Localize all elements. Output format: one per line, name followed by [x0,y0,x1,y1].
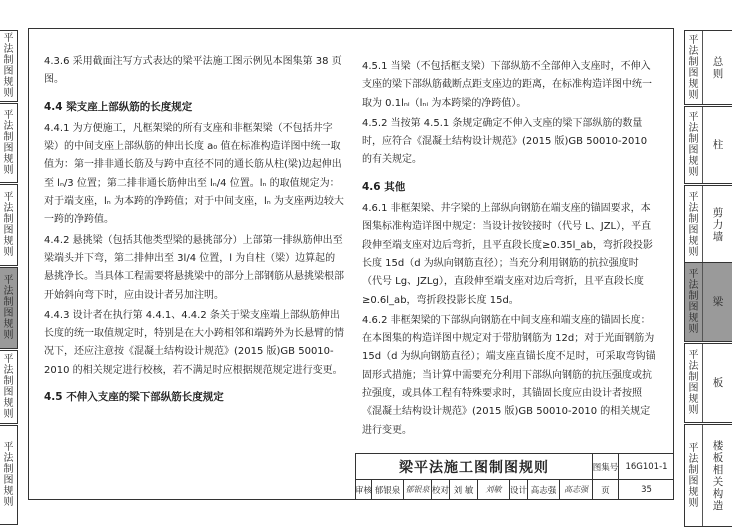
right-tab-group [685,263,703,341]
right-tab-section-label: 板 [712,377,724,389]
designer-signature: 高志强 [560,480,593,500]
section-heading: 4.5 不伸入支座的梁下部纵筋长度规定 [44,391,224,404]
right-tab-group [685,344,703,422]
check-label: 校对 [432,480,450,500]
right-tab-section [703,263,732,341]
clause-paragraph: 4.5.2 当按第 4.5.1 条规定确定不伸入支座的梁下部纵筋的数量时，应符合《混凝土结构设计规范》(2015 版)GB 50010-2010 的有关规定。 [362,117,648,166]
left-tab-label: 平法制图规则 [3,192,14,258]
right-tab-2 [684,106,732,184]
right-tab-group-label: 平法制图规则 [688,34,699,101]
right-tab-4 [684,262,732,342]
designer-name: 高志强 [528,480,560,500]
right-tab-group-label: 平法制图规则 [688,112,699,178]
section-heading: 4.6 其他 [362,180,406,193]
left-tab-5 [0,350,18,424]
review-label: 审核 [356,480,372,500]
left-tab-4 [0,267,18,349]
right-tab-group-label: 平法制图规则 [688,350,699,416]
right-tab-group-label: 平法制图规则 [688,442,699,509]
right-tab-3 [684,185,732,265]
reviewer-signature: 郁银泉 [404,480,432,500]
left-tab-label: 平法制图规则 [3,354,14,420]
atlas-number: 16G101-1 [619,454,674,480]
left-edge-tabs [0,30,19,527]
right-tab-group [685,31,703,104]
right-tab-section-label: 梁 [712,296,724,308]
left-tab-2 [0,103,18,183]
page-number: 35 [619,480,674,500]
right-tab-1 [684,30,732,105]
atlas-label: 图集号 [593,454,619,480]
right-tab-section [703,107,732,183]
right-tab-section-label: 柱 [712,139,724,151]
right-edge-tabs [684,30,732,527]
clause-paragraph: 4.6.1 非框架梁、井字梁的上部纵向钢筋在端支座的锚固要求，本图集标准构造详图中规定：当设计按铰接时（代号 L、JZL），平直段伸至端支座对边后弯折，且平直段长度≥0.35l_ab，弯折段投影长度 15d（d 为纵向钢筋直径）；当充分利用钢筋的抗拉强度时（代号 Lg、JZLg），直段伸至端支座对边后弯折，且平直段长度≥0.6l_ab，弯折段投影长度 15d。 [362,203,653,306]
clause-paragraph: 4.5.1 当梁（不包括框支梁）下部纵筋不全部伸入支座时，不伸入支座的梁下部纵筋截断点距支座边的距离，在标准构造详图中统一取为 0.1lₙᵢ（lₙᵢ 为本跨梁的净跨值）。 [362,61,652,109]
right-tab-section-label: 剪力墙 [712,207,724,243]
sheet-title: 梁平法施工图制图规则 [356,454,593,480]
left-tab-label: 平法制图规则 [3,442,14,508]
left-tab-3 [0,184,18,266]
design-label: 设计 [510,480,528,500]
clause-paragraph: 4.4.1 为方便施工，凡框架梁的所有支座和非框架梁（不包括井字梁）的中间支座上部纵筋的伸出长度 a₀ 值在标准构造详图中统一取值为：第一排非通长筋及与跨中直径不同的通长筋从柱(梁)边起伸出至 lₙ/3 位置；第二排非通长筋伸出至 lₙ/4 位置。lₙ 的取值规定为：对于端支座，lₙ 为本跨的净跨值；对于中间支座，lₙ 为支座两边较大一跨的净跨值。 [44,122,344,226]
right-tab-section [703,425,732,526]
right-tab-group [685,186,703,264]
left-tab-label: 平法制图规则 [3,275,14,341]
left-tab-6 [0,425,18,525]
clause-paragraph: 4.6.2 非框架梁的下部纵向钢筋在中间支座和端支座的锚固长度：在本图集的构造详图中规定对于带肋钢筋为 12d；对于光面钢筋为 15d（d 为纵向钢筋直径）；端支座直锚长度不足时，可采取弯钩锚固形式措施；当计算中需要充分利用下部纵向钢筋的抗压强度或抗拉强度，或具体工程有特殊要求时，其锚固长度应由设计者按照《混凝土结构设计规范》(2015 版)GB 50010-2010 的相关规定进行变更。 [362,314,656,436]
right-tab-group [685,107,703,183]
right-tab-section [703,186,732,264]
left-tab-label: 平法制图规则 [3,110,14,176]
clause-paragraph: 4.4.3 设计者在执行第 4.4.1、4.4.2 条关于梁支座端上部纵筋伸出长度的统一取值规定时，特别是在大小跨相邻和端跨外为长悬臂的情况下，还应注意按《混凝土结构设计规范》(2015 版)GB 50010-2010 的相关规定进行校核，若不满足时应根据规范规定进行变更。 [44,309,344,376]
title-block [355,453,673,499]
right-tab-section-label: 总则 [712,55,724,80]
clause-paragraph: 4.4.2 悬挑梁（包括其他类型梁的悬挑部分）上部第一排纵筋伸出至梁端头并下弯，第二排伸出至 3l/4 位置，l 为自柱（梁）边算起的悬挑净长。当具体工程需要将悬挑梁中的部分上部钢筋从悬挑梁根部开始斜向弯下时，应由设计者另加注明。 [44,234,344,301]
right-tab-section [703,31,732,104]
checker-signature: 刘敏 [478,480,510,500]
reviewer-name: 郁银泉 [372,480,404,500]
right-tab-5 [684,343,732,423]
right-tab-group-label: 平法制图规则 [688,269,699,335]
right-tab-group-label: 平法制图规则 [688,192,699,258]
checker-name: 刘 敏 [450,480,478,500]
page-label: 页 [593,480,619,500]
left-tab-label: 平法制图规则 [3,33,14,99]
left-text-column [44,53,344,410]
left-tab-1 [0,30,18,102]
section-heading: 4.4 梁支座上部纵筋的长度规定 [44,100,193,113]
right-tab-6 [684,424,732,527]
right-tab-group [685,425,703,526]
right-tab-section-label: 楼板相关构造 [712,439,724,512]
clause-paragraph: 4.3.6 采用截面注写方式表达的梁平法施工图示例见本图集第 38 页图。 [44,56,342,86]
right-text-column [362,58,658,442]
right-tab-section [703,344,732,422]
